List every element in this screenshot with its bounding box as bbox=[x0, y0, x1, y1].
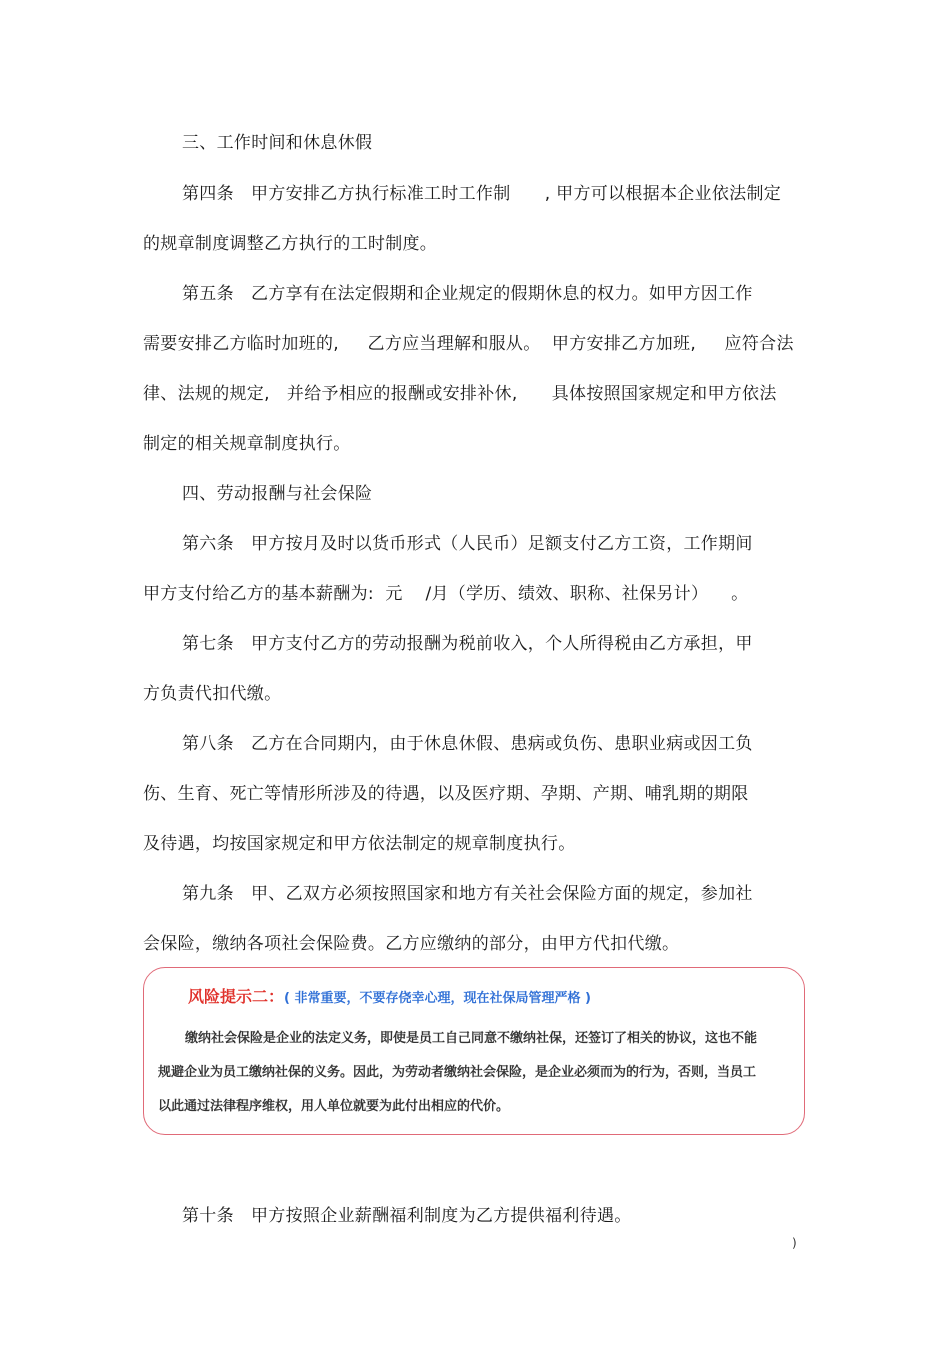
article10-line1: 第十条 甲方按照企业薪酬福利制度为乙方提供福利待遇。 bbox=[182, 1206, 632, 1226]
article8-line1: 第八条 乙方在合同期内，由于休息休假、患病或负伤、患职业病或因工负 bbox=[182, 734, 753, 754]
risk-title bbox=[188, 987, 591, 1009]
article7-line1: 第七条 甲方支付乙方的劳动报酬为税前收入，个人所得税由乙方承担，甲 bbox=[182, 634, 753, 654]
section4-heading: 四、劳动报酬与社会保险 bbox=[182, 484, 373, 504]
article8-line3: 及待遇，均按国家规定和甲方依法制定的规章制度执行。 bbox=[143, 834, 576, 854]
article8-line2: 伤、生育、死亡等情形所涉及的待遇，以及医疗期、孕期、产期、哺乳期的期限 bbox=[143, 784, 749, 804]
article5-line2: 需要安排乙方临时加班的, 乙方应当理解和服从。 甲方安排乙方加班, 应符合法 bbox=[143, 334, 794, 354]
article5-line1: 第五条 乙方享有在法定假期和企业规定的假期休息的权力。如甲方因工作 bbox=[182, 284, 753, 304]
article9-line2: 会保险，缴纳各项社会保险费。乙方应缴纳的部分，由甲方代扣代缴。 bbox=[143, 934, 680, 954]
risk-text-line1: 缴纳社会保险是企业的法定义务，即使是员工自己同意不缴纳社保，还签订了相关的协议，这也不能 bbox=[185, 1031, 758, 1046]
section3-heading: 三、工作时间和休息休假 bbox=[182, 133, 373, 153]
article4-line1: 第四条 甲方安排乙方执行标准工时工作制 , 甲方可以根据本企业依法制定 bbox=[182, 184, 782, 204]
article9-line1: 第九条 甲、乙双方必须按照国家和地方有关社会保险方面的规定，参加社 bbox=[182, 884, 753, 904]
risk-title-note: ( 非常重要，不要存侥幸心理，现在社保局管理严格 ) bbox=[284, 991, 591, 1006]
article4-line2: 的规章制度调整乙方执行的工时制度。 bbox=[143, 234, 438, 254]
page-mark: ) bbox=[792, 1236, 797, 1250]
article5-line4: 制定的相关规章制度执行。 bbox=[143, 434, 351, 454]
article6-line2: 甲方支付给乙方的基本薪酬为: 元 /月（学历、绩效、职称、社保另计） 。 bbox=[143, 584, 749, 604]
article5-line3: 律、法规的规定, 并给予相应的报酬或安排补休, 具体按照国家规定和甲方依法 bbox=[143, 384, 777, 404]
risk-text-line2: 规避企业为员工缴纳社保的义务。因此，为劳动者缴纳社会保险，是企业必须而为的行为，否则，当员工 bbox=[158, 1065, 757, 1080]
risk-title-label: 风险提示二： bbox=[188, 987, 285, 1006]
risk-text-line3: 以此通过法律程序维权，用人单位就要为此付出相应的代价。 bbox=[158, 1099, 510, 1114]
risk-warning-box bbox=[143, 967, 805, 1135]
article6-line1: 第六条 甲方按月及时以货币形式（人民币）足额支付乙方工资，工作期间 bbox=[182, 534, 753, 554]
article7-line2: 方负责代扣代缴。 bbox=[143, 684, 282, 704]
